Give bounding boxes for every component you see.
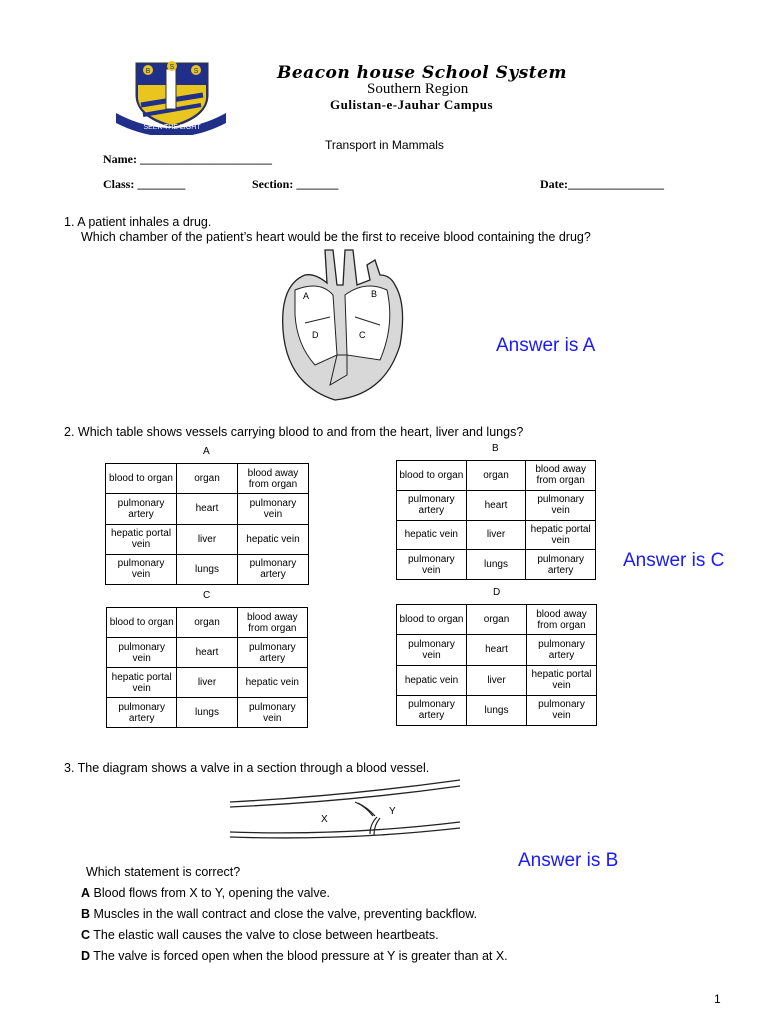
q2-text: 2. Which table shows vessels carrying blood to and from the heart, liver and lungs? — [64, 425, 524, 439]
logo-letter-1: B — [145, 68, 151, 75]
table-cell: pulmonary vein — [107, 638, 177, 668]
table-cell: blood away from organ — [237, 464, 308, 494]
table-cell: pulmonary artery — [526, 550, 596, 580]
q3-option-c — [81, 927, 439, 943]
table-a-label: A — [203, 446, 210, 457]
class-field: Class: ________ — [103, 177, 186, 191]
heart-label-a: A — [303, 291, 310, 301]
table-cell: pulmonary artery — [397, 695, 467, 725]
table-cell: pulmonary artery — [237, 554, 308, 584]
table-cell: hepatic portal vein — [527, 665, 597, 695]
table-row — [107, 698, 308, 728]
table-cell: liver — [177, 524, 238, 554]
vessel-table-b — [396, 460, 596, 580]
table-header-row — [397, 605, 597, 635]
q1-answer: Answer is A — [496, 335, 596, 356]
q1-line1: 1. A patient inhales a drug. — [64, 215, 212, 229]
table-row — [397, 665, 597, 695]
table-cell: pulmonary artery — [106, 494, 177, 524]
table-cell: hepatic portal vein — [106, 524, 177, 554]
valve-diagram — [225, 774, 465, 844]
table-cell: heart — [466, 490, 526, 520]
table-cell: blood away from organ — [237, 608, 307, 638]
table-row — [397, 490, 596, 520]
table-cell: organ — [177, 464, 238, 494]
table-cell: lungs — [466, 550, 526, 580]
table-cell: pulmonary vein — [397, 635, 467, 665]
heart-label-b: B — [371, 289, 378, 299]
option-text: The valve is forced open when the blood pressure at Y is greater than at X. — [90, 949, 508, 963]
table-header-row — [397, 461, 596, 491]
school-logo — [108, 55, 233, 135]
q3-answer: Answer is B — [518, 850, 619, 871]
vessel-table-a — [105, 463, 309, 585]
table-cell: liver — [177, 668, 237, 698]
option-text: The elastic wall causes the valve to close between heartbeats. — [90, 928, 439, 942]
table-cell: pulmonary vein — [237, 494, 308, 524]
table-cell: hepatic vein — [397, 520, 467, 550]
table-cell: lungs — [177, 698, 237, 728]
option-letter: C — [81, 928, 91, 942]
section-field: Section: _______ — [252, 177, 339, 191]
q1-line2: Which chamber of the patient’s heart would be the first to receive blood containing the drug? — [81, 230, 591, 244]
date-field: Date:________________ — [540, 177, 664, 191]
table-c-label: C — [203, 590, 211, 601]
option-letter: B — [81, 907, 91, 921]
table-row — [397, 635, 597, 665]
q3-option-b — [81, 906, 477, 922]
table-row — [107, 668, 308, 698]
logo-motto: SEEK THE LIGHT — [143, 124, 201, 131]
table-d-label: D — [493, 587, 501, 598]
table-cell: organ — [467, 605, 527, 635]
q3-option-a — [81, 885, 330, 901]
table-b-label: B — [492, 443, 499, 454]
option-letter: D — [81, 949, 91, 963]
logo-letter-3: S — [193, 68, 199, 75]
table-row — [397, 695, 597, 725]
q2-answer: Answer is C — [623, 550, 725, 571]
option-letter: A — [81, 886, 91, 900]
name-field: Name: ______________________ — [103, 152, 272, 166]
table-cell: pulmonary vein — [237, 698, 307, 728]
table-cell: blood to organ — [397, 461, 467, 491]
vessel-table-d — [396, 604, 597, 726]
heart-label-d: D — [312, 330, 319, 340]
logo-letter-2: S — [169, 64, 175, 71]
table-cell: lungs — [177, 554, 238, 584]
worksheet-title: Transport in Mammals — [325, 138, 444, 152]
table-cell: pulmonary artery — [237, 638, 307, 668]
table-cell: hepatic vein — [237, 668, 307, 698]
table-cell: pulmonary artery — [107, 698, 177, 728]
table-cell: pulmonary vein — [527, 695, 597, 725]
table-cell: heart — [177, 638, 237, 668]
table-cell: hepatic vein — [237, 524, 308, 554]
table-row — [397, 550, 596, 580]
table-row — [106, 524, 309, 554]
table-cell: blood to organ — [106, 464, 177, 494]
table-cell: lungs — [467, 695, 527, 725]
table-cell: blood to organ — [397, 605, 467, 635]
vessel-table-c — [106, 607, 308, 728]
valve-label-y: Y — [389, 806, 396, 817]
table-cell: hepatic portal vein — [526, 520, 596, 550]
table-cell: organ — [177, 608, 237, 638]
option-text: Muscles in the wall contract and close the valve, preventing backflow. — [90, 907, 478, 921]
page-number: 1 — [714, 992, 721, 1006]
table-cell: liver — [467, 665, 527, 695]
table-row — [106, 494, 309, 524]
table-cell: hepatic vein — [397, 665, 467, 695]
table-cell: pulmonary vein — [106, 554, 177, 584]
option-text: Blood flows from X to Y, opening the valve. — [90, 886, 330, 900]
q3-option-d — [81, 948, 508, 964]
table-cell: pulmonary artery — [397, 490, 467, 520]
table-row — [397, 520, 596, 550]
q3-text: 3. The diagram shows a valve in a section through a blood vessel. — [64, 761, 430, 775]
valve-label-x: X — [321, 814, 328, 825]
table-cell: pulmonary vein — [526, 490, 596, 520]
table-cell: blood to organ — [107, 608, 177, 638]
table-cell: blood away from organ — [526, 461, 596, 491]
table-cell: liver — [466, 520, 526, 550]
table-row — [106, 554, 309, 584]
table-cell: blood away from organ — [527, 605, 597, 635]
heart-label-c: C — [359, 330, 366, 340]
heart-diagram — [275, 245, 415, 405]
table-cell: organ — [466, 461, 526, 491]
table-cell: heart — [177, 494, 238, 524]
table-row — [107, 638, 308, 668]
q3-prompt: Which statement is correct? — [86, 865, 241, 879]
school-campus: Gulistan-e-Jauhar Campus — [330, 97, 494, 112]
school-region: Southern Region — [367, 81, 469, 97]
table-cell: pulmonary artery — [527, 635, 597, 665]
school-name: Beacon house School System — [277, 63, 567, 83]
table-cell: hepatic portal vein — [107, 668, 177, 698]
table-header-row — [106, 464, 309, 494]
table-cell: pulmonary vein — [397, 550, 467, 580]
table-cell: heart — [467, 635, 527, 665]
table-header-row — [107, 608, 308, 638]
